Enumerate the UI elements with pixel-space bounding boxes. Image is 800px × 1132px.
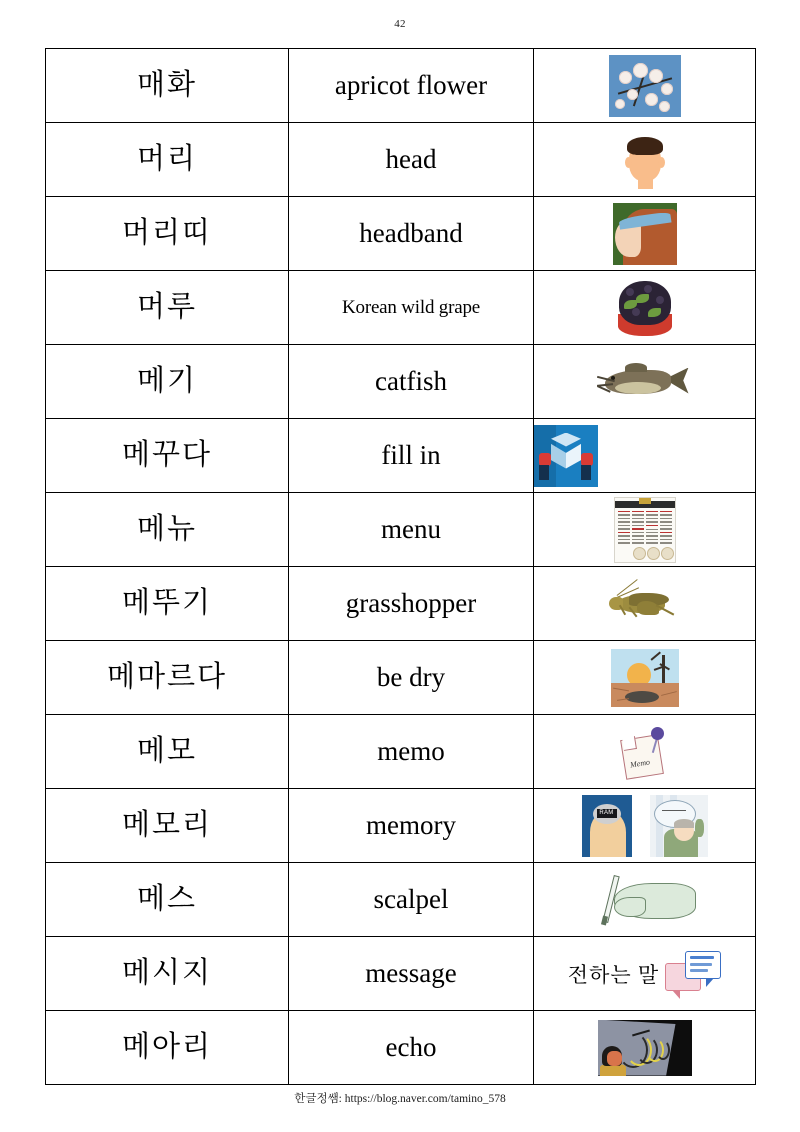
image-cell [534,789,756,863]
menu-sheet-image [614,497,676,563]
dry-land-image [611,649,679,707]
table-row [46,123,756,197]
english-word: memo [377,736,445,766]
image-cell [534,1011,756,1085]
korean-word-cell [46,197,289,271]
english-word: menu [381,514,441,544]
english-word-cell [289,937,534,1011]
korean-word: 메꾸다 [121,439,213,471]
english-word-cell [289,123,534,197]
table-row [46,863,756,937]
english-word: be dry [376,662,446,692]
english-word: apricot flower [334,70,488,100]
headband-image [613,203,677,265]
english-word: message [365,958,457,988]
ram-chip-label: RAM [599,809,614,816]
image-caption: 전하는 말 [567,962,660,987]
english-word: scalpel [373,884,449,914]
table-row [46,419,756,493]
table-row [46,49,756,123]
english-word: memory [366,810,456,840]
korean-word-cell [46,567,289,641]
table-row [46,1011,756,1085]
ram-brain-image [582,795,632,857]
table-row [46,493,756,567]
image-cell [534,715,756,789]
english-word-cell [289,197,534,271]
korean-word: 머루 [136,291,198,323]
korean-word: 머리 [136,143,198,175]
table-row [46,715,756,789]
image-cell [534,123,756,197]
english-word-cell [289,271,534,345]
footer-credit: 한글정쌤: https://blog.naver.com/tamino_578 [294,1093,506,1105]
table-row [46,567,756,641]
table-row [46,197,756,271]
english-word-cell [289,49,534,123]
korean-word-cell [46,641,289,715]
vocabulary-table [45,48,756,1085]
korean-word-cell [46,789,289,863]
english-word: headband [359,218,463,248]
english-word-cell [289,641,534,715]
korean-word-cell [46,345,289,419]
image-cell [534,493,756,567]
english-word: fill in [381,440,441,470]
korean-word-cell [46,493,289,567]
english-word-cell [289,1011,534,1085]
korean-word: 메시지 [121,957,213,989]
image-cell [534,271,756,345]
english-word: catfish [375,366,447,396]
person-thinking-image [650,795,708,857]
english-word-cell [289,567,534,641]
apricot-blossom-image [609,55,681,117]
korean-word-cell [46,715,289,789]
grasshopper-image [601,577,689,631]
english-word-cell [289,345,534,419]
image-cell [534,641,756,715]
image-cell [534,937,756,1011]
korean-word: 메스 [136,883,198,915]
image-cell [534,49,756,123]
korean-word: 메모 [136,735,198,767]
english-word: grasshopper [345,588,477,618]
page-number: 42 [394,18,406,30]
english-word-cell [289,493,534,567]
korean-word: 머리띠 [121,217,213,249]
korean-word-cell [46,863,289,937]
speech-bubbles-icon [665,949,721,999]
table-row [46,937,756,1011]
korean-word: 메뉴 [136,513,198,545]
korean-word-cell [46,1011,289,1085]
english-word-cell [289,715,534,789]
english-word-cell [289,419,534,493]
english-word: Korean wild grape [342,297,480,318]
korean-word: 메뚜기 [121,587,213,619]
korean-word-cell [46,419,289,493]
table-row [46,345,756,419]
memo-note-label: Memo [628,756,651,770]
image-cell [534,863,756,937]
echo-image [598,1020,692,1076]
korean-word: 메모리 [121,809,213,841]
memo-note-image [618,723,672,781]
korean-word: 메기 [136,365,198,397]
korean-word-cell [46,271,289,345]
image-cell [534,567,756,641]
table-row [46,789,756,863]
cartoon-head-image [621,131,669,189]
image-cell [534,345,756,419]
catfish-image [595,358,695,406]
korean-word-cell [46,123,289,197]
korean-word-cell [46,49,289,123]
korean-word: 메아리 [121,1031,213,1063]
table-row [46,641,756,715]
fill-in-image [534,425,598,487]
english-word: echo [385,1032,437,1062]
table-row [46,271,756,345]
korean-word-cell [46,937,289,1011]
image-cell [534,419,756,493]
image-cell [534,197,756,271]
wild-grape-image [614,278,676,338]
english-word-cell [289,789,534,863]
korean-word: 메마르다 [106,661,228,693]
english-word-cell [289,863,534,937]
scalpel-image [590,873,700,927]
english-word: head [385,144,437,174]
korean-word: 매화 [136,69,198,101]
